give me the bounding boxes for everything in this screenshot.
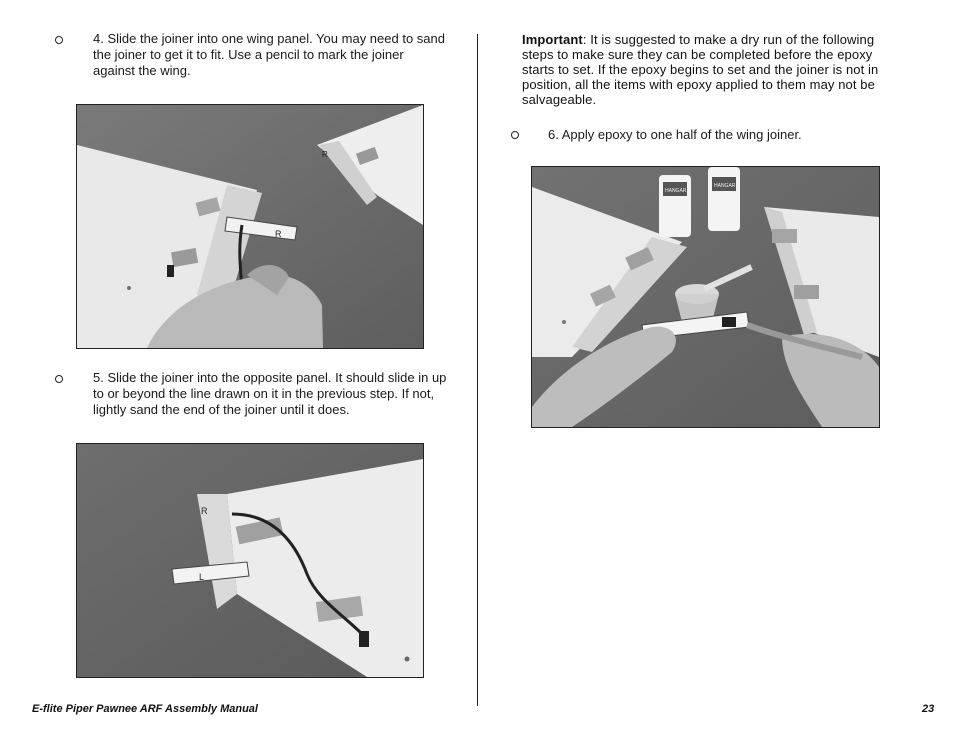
important-note bbox=[522, 32, 882, 107]
step-4-text: 4. Slide the joiner into one wing panel. You may need to sand the joiner to get it to fit. Use a pencil to mark the joiner against the wing. bbox=[93, 31, 445, 78]
photo-step5 bbox=[76, 443, 424, 678]
checkbox-bullet-step5 bbox=[55, 375, 63, 383]
footer-title: E-flite Piper Pawnee ARF Assembly Manual bbox=[32, 703, 258, 715]
panel-letter-r: R bbox=[322, 150, 328, 159]
joiner-letter-l: L bbox=[199, 572, 205, 582]
column-divider bbox=[477, 34, 478, 706]
checkbox-bullet-step6 bbox=[511, 131, 519, 139]
important-label: Important bbox=[522, 32, 583, 47]
checkbox-bullet-step4 bbox=[55, 36, 63, 44]
step-6-text: 6. Apply epoxy to one half of the wing joiner. bbox=[548, 127, 802, 142]
page-number: 23 bbox=[922, 703, 935, 715]
joiner-letter-r: R bbox=[275, 229, 282, 239]
step-5-text: 5. Slide the joiner into the opposite panel. It should slide in up to or beyond the line drawn on it in the previous step. If not, lightly sand the end of the joiner until it does. bbox=[93, 370, 447, 417]
bottle-label-1: HANGAR bbox=[665, 188, 687, 194]
photo-step6 bbox=[531, 166, 880, 428]
important-body: : It is suggested to make a dry run of the following steps to make sure they can be completed before the epoxy starts to set. If the epoxy begins to set and the joiner is not in position, all the items with epoxy applied to them may not be salvageable. bbox=[522, 32, 879, 107]
photo-step4 bbox=[76, 104, 424, 349]
bottle-label-2: HANGAR bbox=[714, 183, 736, 189]
panel-letter-r: R bbox=[201, 506, 208, 516]
